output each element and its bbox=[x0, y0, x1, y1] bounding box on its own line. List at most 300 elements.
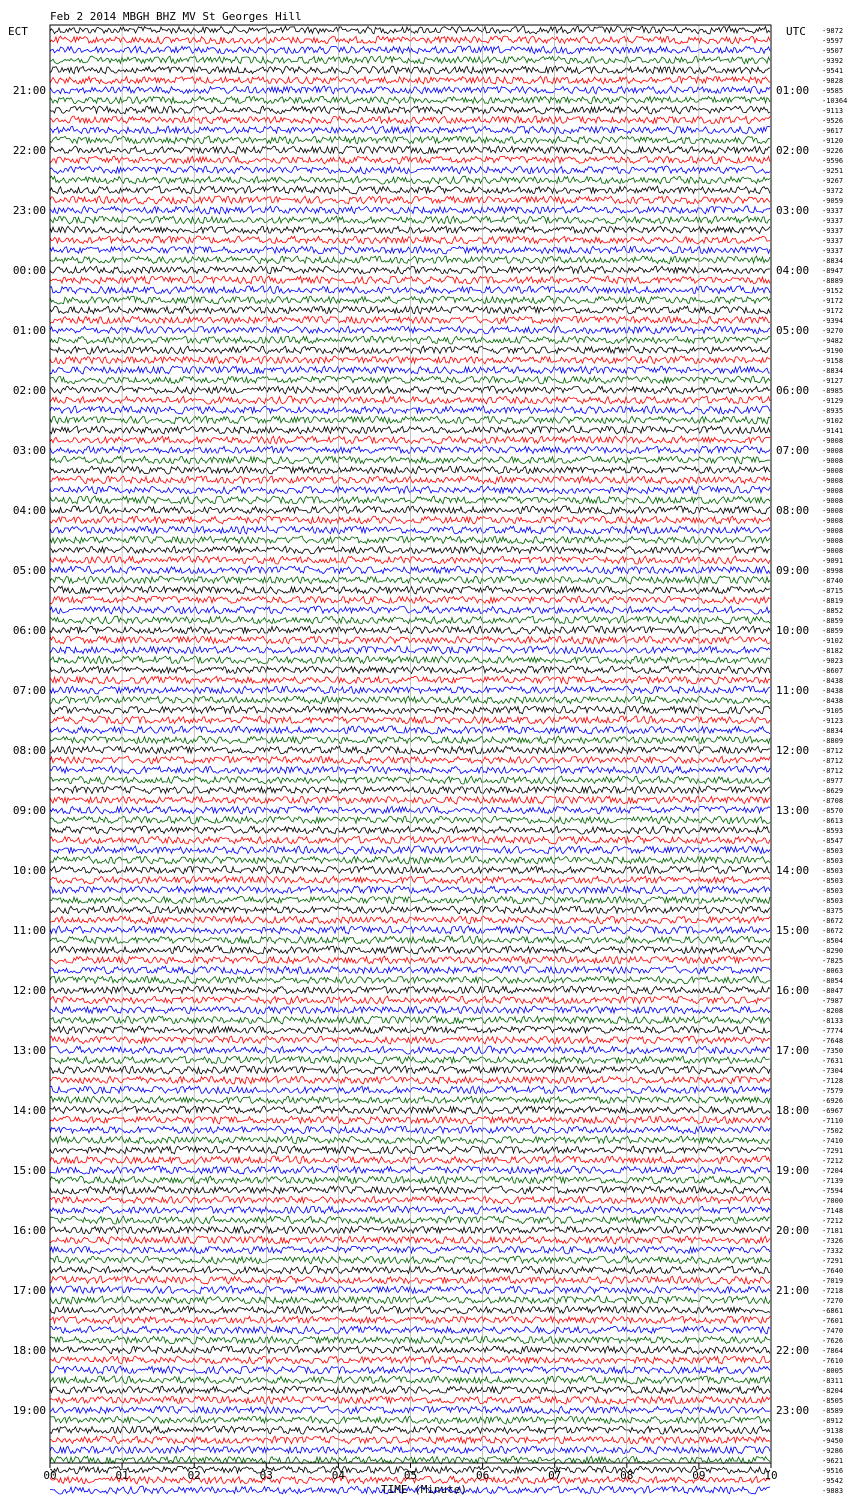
trace-offset-label: -8852 bbox=[822, 607, 844, 615]
trace-offset-label: -9113 bbox=[822, 107, 844, 115]
trace-offset-label: -8935 bbox=[822, 407, 844, 415]
trace-offset-label: -7626 bbox=[822, 1337, 844, 1345]
trace-line bbox=[50, 926, 770, 934]
trace-offset-label: -8311 bbox=[822, 1377, 844, 1385]
trace-offset-label: -8672 bbox=[822, 927, 844, 935]
trace-offset-label: -7110 bbox=[822, 1117, 844, 1125]
left-hour-label: 03:00 bbox=[12, 444, 46, 457]
trace-line bbox=[50, 1296, 770, 1304]
x-tick-label: 05 bbox=[403, 1469, 418, 1482]
trace-offset-label: -9337 bbox=[822, 207, 844, 215]
trace-line bbox=[50, 466, 770, 474]
trace-line bbox=[50, 916, 770, 924]
trace-offset-label: -7000 bbox=[822, 1197, 844, 1205]
trace-line bbox=[50, 256, 770, 264]
trace-offset-label: -7594 bbox=[822, 1187, 844, 1195]
trace-line bbox=[50, 1316, 770, 1324]
trace-line bbox=[50, 696, 770, 704]
trace-line bbox=[50, 726, 770, 734]
trace-offset-label: -7648 bbox=[822, 1037, 844, 1045]
trace-line bbox=[50, 1396, 770, 1404]
trace-line bbox=[50, 1366, 770, 1374]
trace-offset-label: -8438 bbox=[822, 687, 844, 695]
trace-line bbox=[50, 566, 770, 574]
trace-line bbox=[50, 976, 770, 983]
right-hour-label: 17:00 bbox=[776, 1044, 810, 1057]
trace-line bbox=[50, 586, 770, 594]
trace-line bbox=[50, 116, 770, 124]
trace-offset-label: -7326 bbox=[822, 1237, 844, 1245]
trace-offset-label: -8912 bbox=[822, 1417, 844, 1425]
trace-offset-label: -8063 bbox=[822, 967, 844, 975]
trace-line bbox=[50, 776, 770, 784]
trace-offset-label: -7291 bbox=[822, 1257, 844, 1265]
trace-line bbox=[50, 196, 770, 204]
trace-line bbox=[50, 736, 770, 744]
right-hour-label: 09:00 bbox=[776, 564, 810, 577]
trace-offset-label: -9394 bbox=[822, 317, 844, 325]
left-hour-label: 05:00 bbox=[12, 564, 46, 577]
trace-line bbox=[50, 426, 770, 434]
left-hour-labels bbox=[13, 84, 46, 1417]
trace-line bbox=[50, 1336, 770, 1344]
trace-offset-label: -7610 bbox=[822, 1357, 844, 1365]
trace-line bbox=[50, 1116, 770, 1124]
trace-offset-label: -8438 bbox=[822, 697, 844, 705]
trace-offset-label: -8438 bbox=[822, 677, 844, 685]
trace-offset-label: -8985 bbox=[822, 387, 844, 395]
trace-line bbox=[50, 476, 770, 484]
trace-offset-label: -9516 bbox=[822, 1467, 844, 1475]
x-tick-label: 03 bbox=[259, 1469, 273, 1482]
trace-offset-label: -9828 bbox=[822, 77, 844, 85]
left-hour-label: 12:00 bbox=[12, 984, 46, 997]
trace-offset-label: -8503 bbox=[822, 887, 844, 895]
trace-offset-label: -9008 bbox=[822, 487, 844, 495]
trace-offset-label: -8977 bbox=[822, 777, 844, 785]
x-tick-label: 10 bbox=[764, 1469, 778, 1482]
trace-offset-label: -9596 bbox=[822, 157, 844, 165]
trace-line bbox=[50, 36, 770, 44]
x-tick-label: 04 bbox=[331, 1469, 346, 1482]
trace-offset-label: -8290 bbox=[822, 947, 844, 955]
trace-offset-label: -9337 bbox=[822, 217, 844, 225]
left-hour-label: 17:00 bbox=[12, 1284, 46, 1297]
trace-line bbox=[50, 226, 770, 234]
trace-line bbox=[50, 1076, 770, 1084]
trace-line bbox=[50, 876, 770, 884]
x-tick-label: 07 bbox=[548, 1469, 562, 1482]
right-hour-label: 16:00 bbox=[776, 984, 810, 997]
trace-offset-label: -6926 bbox=[822, 1097, 844, 1105]
trace-offset-label: -9267 bbox=[822, 177, 844, 185]
trace-offset-label: -9091 bbox=[822, 557, 844, 565]
trace-offset-label: -8505 bbox=[822, 1397, 844, 1405]
trace-offset-label: -9507 bbox=[822, 47, 844, 55]
right-hour-labels bbox=[776, 84, 809, 1417]
right-hour-label: 01:00 bbox=[776, 84, 810, 97]
right-hour-label: 05:00 bbox=[776, 324, 810, 337]
trace-line bbox=[50, 1146, 770, 1154]
trace-line bbox=[50, 1026, 770, 1034]
trace-line bbox=[50, 1086, 770, 1094]
trace-line bbox=[50, 756, 770, 764]
trace-offset-label: -9008 bbox=[822, 547, 844, 555]
trace-offset-label: -9372 bbox=[822, 187, 844, 195]
right-hour-label: 21:00 bbox=[776, 1284, 810, 1297]
trace-line bbox=[50, 276, 770, 284]
trace-offset-label: -8570 bbox=[822, 807, 844, 815]
trace-offset-label: -7270 bbox=[822, 1297, 844, 1305]
trace-line bbox=[50, 836, 770, 844]
trace-line bbox=[50, 1376, 770, 1384]
trace-line bbox=[50, 1126, 770, 1134]
trace-offset-label: -8889 bbox=[822, 277, 844, 285]
trace-line bbox=[50, 556, 770, 564]
right-hour-label: 15:00 bbox=[776, 924, 810, 937]
trace-offset-label: -8629 bbox=[822, 787, 844, 795]
trace-line bbox=[50, 416, 770, 424]
right-hour-label: 07:00 bbox=[776, 444, 810, 457]
trace-offset-label: -6861 bbox=[822, 1307, 844, 1315]
trace-offset-label: -9337 bbox=[822, 237, 844, 245]
trace-offset-label: -8503 bbox=[822, 857, 844, 865]
trace-line bbox=[50, 146, 770, 154]
trace-offset-label: -7987 bbox=[822, 997, 844, 1005]
trace-offset-label: -7304 bbox=[822, 1067, 844, 1075]
x-tick-label: 09 bbox=[692, 1469, 706, 1482]
trace-line bbox=[50, 236, 770, 244]
trace-offset-label: -8834 bbox=[822, 257, 844, 265]
trace-offset-label: -9120 bbox=[822, 137, 844, 145]
right-hour-label: 08:00 bbox=[776, 504, 810, 517]
trace-offset-label: -9008 bbox=[822, 517, 844, 525]
trace-line bbox=[50, 956, 770, 964]
trace-line bbox=[50, 1416, 770, 1424]
trace-offset-label: -7139 bbox=[822, 1177, 844, 1185]
trace-line bbox=[50, 1246, 770, 1254]
trace-offset-label: -9190 bbox=[822, 347, 844, 355]
trace-line bbox=[50, 396, 770, 404]
trace-offset-label: -7631 bbox=[822, 1057, 844, 1065]
trace-line bbox=[50, 66, 770, 74]
trace-offset-label: -8947 bbox=[822, 267, 844, 275]
trace-offset-label: -9138 bbox=[822, 1427, 844, 1435]
right-hour-label: 22:00 bbox=[776, 1344, 810, 1357]
trace-line bbox=[50, 1156, 770, 1164]
trace-line bbox=[50, 1306, 770, 1314]
trace-line bbox=[50, 1276, 770, 1284]
x-tick-label: 02 bbox=[187, 1469, 201, 1482]
trace-offset-label: -7019 bbox=[822, 1277, 844, 1285]
trace-line bbox=[50, 496, 770, 504]
trace-line bbox=[50, 1256, 770, 1264]
trace-line bbox=[50, 156, 770, 164]
trace-offset-label: -8375 bbox=[822, 907, 844, 915]
trace-offset-label: -9105 bbox=[822, 707, 844, 715]
trace-offset-label: -8503 bbox=[822, 877, 844, 885]
trace-line bbox=[50, 576, 770, 584]
trace-line bbox=[50, 1066, 770, 1074]
trace-line bbox=[50, 1236, 770, 1244]
trace-line bbox=[50, 936, 770, 944]
trace-offset-label: -9102 bbox=[822, 637, 844, 645]
x-tick-label: 01 bbox=[115, 1469, 129, 1482]
trace-line bbox=[50, 1006, 770, 1014]
trace-offset-label: -8712 bbox=[822, 767, 844, 775]
trace-offset-label: -9270 bbox=[822, 327, 844, 335]
trace-line bbox=[50, 76, 770, 84]
trace-line bbox=[50, 56, 770, 64]
trace-line bbox=[50, 856, 770, 864]
trace-line bbox=[50, 1326, 770, 1334]
trace-offset-label: -9008 bbox=[822, 497, 844, 505]
trace-line bbox=[50, 436, 770, 444]
trace-offset-label: -9059 bbox=[822, 197, 844, 205]
left-hour-label: 15:00 bbox=[12, 1164, 46, 1177]
trace-line bbox=[50, 816, 770, 824]
trace-line bbox=[50, 716, 770, 724]
trace-offset-label: -9872 bbox=[822, 27, 844, 35]
left-hour-label: 08:00 bbox=[12, 744, 46, 757]
trace-line bbox=[50, 1136, 770, 1144]
trace-offset-label: -9008 bbox=[822, 507, 844, 515]
trace-line bbox=[50, 1196, 770, 1204]
trace-offset-label: -7502 bbox=[822, 1127, 844, 1135]
trace-line bbox=[50, 656, 770, 664]
left-hour-label: 11:00 bbox=[12, 924, 46, 937]
trace-offset-label: -8834 bbox=[822, 727, 844, 735]
trace-offset-label: -8613 bbox=[822, 817, 844, 825]
left-hour-label: 01:00 bbox=[12, 324, 46, 337]
trace-offset-label: -7212 bbox=[822, 1157, 844, 1165]
trace-line bbox=[50, 1356, 770, 1364]
trace-line bbox=[50, 1446, 770, 1454]
trace-offset-label: -9102 bbox=[822, 417, 844, 425]
trace-line bbox=[50, 346, 770, 354]
trace-line bbox=[50, 486, 770, 494]
trace-offset-label: -8715 bbox=[822, 587, 844, 595]
trace-offset-label: -7774 bbox=[822, 1027, 844, 1035]
trace-offset-label: -8708 bbox=[822, 797, 844, 805]
trace-line bbox=[50, 46, 770, 54]
right-hour-label: 02:00 bbox=[776, 144, 810, 157]
trace-line bbox=[50, 1346, 770, 1354]
trace-offset-label: -8672 bbox=[822, 917, 844, 925]
trace-line bbox=[50, 996, 770, 1004]
trace-offset-label: -9226 bbox=[822, 147, 844, 155]
right-hour-label: 23:00 bbox=[776, 1404, 810, 1417]
trace-offset-label: -8182 bbox=[822, 647, 844, 655]
trace-offset-label: -9450 bbox=[822, 1437, 844, 1445]
trace-line bbox=[50, 1406, 770, 1414]
trace-line bbox=[50, 1226, 770, 1234]
right-hour-label: 06:00 bbox=[776, 384, 810, 397]
trace-offset-label: -9023 bbox=[822, 657, 844, 665]
trace-offset-label: -9482 bbox=[822, 337, 844, 345]
trace-line bbox=[50, 456, 770, 464]
x-axis-label: TIME (Minute) bbox=[380, 1483, 468, 1496]
trace-offset-label: -7864 bbox=[822, 1347, 844, 1355]
trace-line bbox=[50, 516, 770, 524]
trace-offset-label: -7470 bbox=[822, 1327, 844, 1335]
trace-line bbox=[50, 946, 770, 954]
left-hour-label: 04:00 bbox=[12, 504, 46, 517]
trace-line bbox=[50, 106, 770, 114]
trace-line bbox=[50, 356, 770, 364]
trace-offset-label: -9542 bbox=[822, 1477, 844, 1485]
right-hour-label: 04:00 bbox=[776, 264, 810, 277]
trace-line bbox=[50, 896, 770, 904]
trace-offset-label: -9008 bbox=[822, 537, 844, 545]
trace-offset-label: -9008 bbox=[822, 437, 844, 445]
trace-line bbox=[50, 1426, 770, 1434]
left-axis-label: ECT bbox=[8, 25, 28, 38]
trace-offset-label: -8504 bbox=[822, 937, 844, 945]
trace-line bbox=[50, 786, 770, 794]
trace-line bbox=[50, 1186, 770, 1194]
right-hour-label: 19:00 bbox=[776, 1164, 810, 1177]
trace-line bbox=[50, 526, 770, 534]
trace-offset-label: -8607 bbox=[822, 667, 844, 675]
trace-offset-label: -8503 bbox=[822, 897, 844, 905]
trace-line bbox=[50, 796, 770, 804]
trace-offset-label: -10364 bbox=[822, 97, 848, 105]
trace-offset-label: -7825 bbox=[822, 957, 844, 965]
trace-offset-label: -8204 bbox=[822, 1387, 844, 1395]
trace-offset-label: -9541 bbox=[822, 67, 844, 75]
trace-offset-label: -8208 bbox=[822, 1007, 844, 1015]
trace-offset-label: -6967 bbox=[822, 1107, 844, 1115]
trace-line bbox=[50, 296, 770, 304]
trace-line bbox=[50, 26, 770, 34]
left-hour-label: 19:00 bbox=[12, 1404, 46, 1417]
trace-line bbox=[50, 136, 770, 144]
trace-line bbox=[50, 386, 770, 394]
trace-offset-label: -9152 bbox=[822, 287, 844, 295]
trace-line bbox=[50, 86, 770, 94]
x-tick-label: 00 bbox=[43, 1469, 57, 1482]
trace-line bbox=[50, 316, 770, 324]
trace-line bbox=[50, 186, 770, 194]
trace-line bbox=[50, 1036, 770, 1044]
trace-line bbox=[50, 1266, 770, 1274]
trace-offset-label: -9172 bbox=[822, 307, 844, 315]
trace-offset-label: -8047 bbox=[822, 987, 844, 995]
right-axis-label: UTC bbox=[786, 25, 806, 38]
trace-line bbox=[50, 326, 770, 334]
trace-offset-label: -9286 bbox=[822, 1447, 844, 1455]
left-hour-label: 21:00 bbox=[12, 84, 46, 97]
trace-line bbox=[50, 966, 770, 974]
trace-line bbox=[50, 1016, 770, 1024]
trace-offset-label: -9597 bbox=[822, 37, 844, 45]
left-hour-label: 10:00 bbox=[12, 864, 46, 877]
trace-offset-label: -8740 bbox=[822, 577, 844, 585]
trace-line bbox=[50, 1216, 770, 1224]
x-tick-label: 06 bbox=[475, 1469, 490, 1482]
trace-line bbox=[50, 1096, 770, 1104]
trace-offset-label: -9883 bbox=[822, 1487, 844, 1495]
trace-line bbox=[50, 206, 770, 214]
trace-line bbox=[50, 126, 770, 134]
right-hour-label: 20:00 bbox=[776, 1224, 810, 1237]
trace-offset-label: -8859 bbox=[822, 617, 844, 625]
trace-line bbox=[50, 1056, 770, 1064]
trace-offset-label: -8005 bbox=[822, 1367, 844, 1375]
trace-offset-label: -7128 bbox=[822, 1077, 844, 1085]
trace-line bbox=[50, 626, 770, 634]
trace-offset-label: -9141 bbox=[822, 427, 844, 435]
trace-line bbox=[50, 1166, 770, 1174]
trace-line bbox=[50, 96, 770, 104]
trace-offset-label: -8503 bbox=[822, 867, 844, 875]
left-hour-label: 00:00 bbox=[12, 264, 46, 277]
trace-line bbox=[50, 616, 770, 624]
trace-offset-label: -9008 bbox=[822, 447, 844, 455]
trace-offset-label: -7148 bbox=[822, 1207, 844, 1215]
trace-offset-label: -8834 bbox=[822, 367, 844, 375]
trace-line bbox=[50, 1176, 770, 1184]
trace-offset-label: -9008 bbox=[822, 477, 844, 485]
trace-group bbox=[50, 26, 770, 1494]
right-hour-label: 18:00 bbox=[776, 1104, 810, 1117]
trace-line bbox=[50, 866, 770, 874]
trace-line bbox=[50, 636, 770, 644]
trace-offset-label: -7212 bbox=[822, 1217, 844, 1225]
trace-offset-label: -9337 bbox=[822, 247, 844, 255]
trace-line bbox=[50, 1286, 770, 1294]
left-hour-label: 23:00 bbox=[12, 204, 46, 217]
trace-offset-label: -9621 bbox=[822, 1457, 844, 1465]
trace-line bbox=[50, 336, 770, 344]
trace-line bbox=[50, 676, 770, 684]
trace-line bbox=[50, 1436, 770, 1444]
trace-offset-label: -8712 bbox=[822, 757, 844, 765]
trace-line bbox=[50, 266, 770, 274]
trace-line bbox=[50, 646, 770, 654]
right-hour-label: 03:00 bbox=[776, 204, 810, 217]
left-hour-label: 06:00 bbox=[12, 624, 46, 637]
left-hour-label: 02:00 bbox=[12, 384, 46, 397]
trace-offset-label: -8133 bbox=[822, 1017, 844, 1025]
trace-line bbox=[50, 286, 770, 294]
right-hour-label: 13:00 bbox=[776, 804, 810, 817]
trace-line bbox=[50, 536, 770, 544]
trace-line bbox=[50, 166, 770, 174]
left-hour-label: 09:00 bbox=[12, 804, 46, 817]
trace-offset-label: -7218 bbox=[822, 1287, 844, 1295]
trace-offset-label: -9123 bbox=[822, 717, 844, 725]
trace-line bbox=[50, 506, 770, 514]
right-hour-label: 12:00 bbox=[776, 744, 810, 757]
trace-line bbox=[50, 766, 770, 774]
trace-line bbox=[50, 806, 770, 814]
trace-offset-label: -9008 bbox=[822, 467, 844, 475]
trace-line bbox=[50, 846, 770, 854]
trace-offset-label: -9526 bbox=[822, 117, 844, 125]
right-hour-label: 11:00 bbox=[776, 684, 810, 697]
trace-offset-labels bbox=[822, 27, 847, 1495]
trace-offset-label: -9585 bbox=[822, 87, 844, 95]
trace-offset-label: -9158 bbox=[822, 357, 844, 365]
trace-line bbox=[50, 826, 770, 834]
trace-offset-label: -8859 bbox=[822, 627, 844, 635]
trace-offset-label: -7579 bbox=[822, 1087, 844, 1095]
left-hour-label: 07:00 bbox=[12, 684, 46, 697]
trace-offset-label: -8054 bbox=[822, 977, 844, 985]
trace-line bbox=[50, 596, 770, 604]
